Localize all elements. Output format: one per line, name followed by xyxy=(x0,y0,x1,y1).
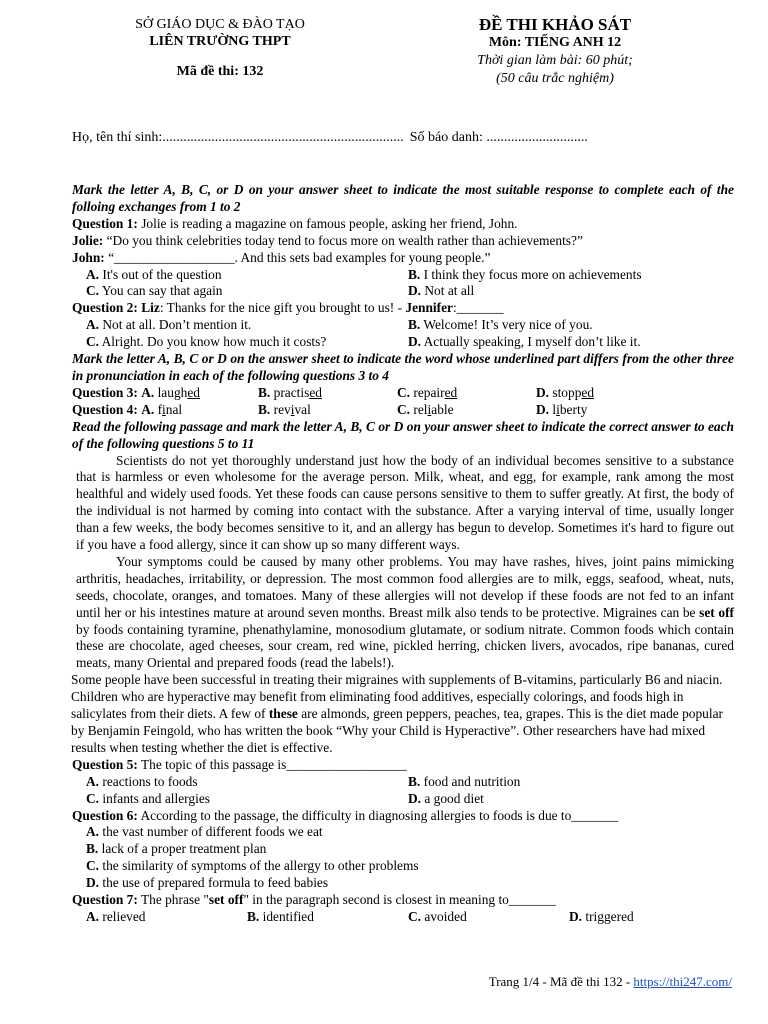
question-2-stem xyxy=(72,300,734,317)
exam-title: ĐỀ THI KHẢO SÁT xyxy=(478,15,632,34)
question-2-label: Question 2: xyxy=(72,300,138,316)
exam-code: Mã đề thi: 132 xyxy=(176,64,264,79)
q6-option-b-text: lack of a proper treatment plan xyxy=(98,841,267,857)
q6-option-a-text: the vast number of different foods we eat xyxy=(99,824,323,840)
q2-option-c-letter: C. xyxy=(86,334,100,350)
q5-option-a-letter: A. xyxy=(86,773,100,789)
q5-option-b[interactable] xyxy=(408,774,734,791)
q3-label-and-a xyxy=(72,385,258,402)
paragraph-3-part-1: Some people have been successful in treating their migraines with supplements of B-vitamins, particularly B6 and niacin. Children who are hyperactive may benefit from eliminating food additives, especially colorings, and foods high in salicylates from their diets. A few of xyxy=(71,672,723,722)
q7-option-c-text: avoided xyxy=(421,908,467,924)
q1-option-d-letter: D. xyxy=(408,283,422,299)
q5-option-d[interactable] xyxy=(408,791,734,808)
question-1-label: Question 1: xyxy=(72,215,138,231)
question-2-options-row-1 xyxy=(72,317,734,334)
q4-option-a-letter: A. xyxy=(141,401,155,417)
q3-option-d-underlined: ed xyxy=(581,384,595,400)
q1-option-d-text: Not at all xyxy=(421,283,475,299)
passage-paragraph-3 xyxy=(71,672,734,757)
q1-option-b-letter: B. xyxy=(408,266,421,282)
q3-option-c[interactable] xyxy=(397,385,536,402)
exam-subject: Môn: TIẾNG ANH 12 xyxy=(488,35,622,50)
candidate-number-field: Số báo danh: ............................. xyxy=(409,130,588,145)
paragraph-2-highlight-set-off: set off xyxy=(699,604,735,620)
speaker-jennifer: Jennifer xyxy=(405,300,453,316)
q3-option-b-underlined: ed xyxy=(309,384,322,400)
q3-option-b-letter: B. xyxy=(258,384,271,400)
q6-option-a-letter: A. xyxy=(86,824,100,840)
q6-option-c-text: the similarity of symptoms of the allergy to other problems xyxy=(99,858,419,874)
q5-option-b-letter: B. xyxy=(408,773,421,789)
q3-option-b[interactable] xyxy=(258,385,397,402)
question-1-stem xyxy=(72,216,734,233)
question-5-options-row-1 xyxy=(72,774,734,791)
page-footer xyxy=(489,974,732,990)
question-1-options-row-1 xyxy=(72,267,734,284)
q5-option-a[interactable] xyxy=(72,774,408,791)
q7-option-d-letter: D. xyxy=(569,908,583,924)
q7-option-d[interactable] xyxy=(569,909,730,926)
q3-option-d-letter: D. xyxy=(536,384,550,400)
q1-option-c-letter: C. xyxy=(86,283,100,299)
q4-option-c-letter: C. xyxy=(397,401,411,417)
question-2-blank: :_______ xyxy=(453,300,504,316)
q5-option-a-text: reactions to foods xyxy=(99,773,198,789)
q7-option-b[interactable] xyxy=(247,909,408,926)
question-1-text: Jolie is reading a magazine on famous people, asking her friend, John. xyxy=(137,215,518,231)
question-1-options-row-2 xyxy=(72,283,734,300)
passage-paragraph-2 xyxy=(72,554,734,672)
question-1-dialogue-jolie xyxy=(72,233,734,250)
q4-option-d-pre: l xyxy=(549,401,557,417)
question-5-stem xyxy=(72,757,734,774)
candidate-line xyxy=(72,130,588,146)
speaker-john: John: xyxy=(72,249,105,265)
q4-label-and-a xyxy=(72,402,258,419)
john-line: “__________________. And this sets bad examples for young people.” xyxy=(104,249,491,265)
question-1-dialogue-john xyxy=(72,250,734,267)
question-2-text: : Thanks for the nice gift you brought to us! - xyxy=(159,300,406,316)
q6-option-d-letter: D. xyxy=(86,875,100,891)
question-6-label: Question 6: xyxy=(72,807,138,823)
q7-option-d-text: triggered xyxy=(582,908,634,924)
speaker-jolie: Jolie: xyxy=(72,232,104,248)
q2-option-b[interactable] xyxy=(408,317,734,334)
paragraph-2-part-2: by foods containing tyramine, phenathylamine, monosodium glutamate, or sodium nitrate. Common foods which contain these are chocolate, aged cheeses, sour cream, red wine, pickled herring, chicken livers, avocados, ripe bananas, cured meats, many Oriental and prepared foods (read the labels!). xyxy=(76,621,734,671)
question-5-options-row-2 xyxy=(72,791,734,808)
q3-option-d-stem: stopp xyxy=(549,384,582,400)
q2-option-c[interactable] xyxy=(72,334,408,351)
q7-option-a[interactable] xyxy=(86,909,247,926)
paragraph-3-highlight-these: these xyxy=(268,706,298,722)
q6-option-a[interactable] xyxy=(72,824,734,841)
q3-option-a-letter: A. xyxy=(141,384,155,400)
q6-option-d[interactable] xyxy=(72,875,734,892)
q5-option-d-letter: D. xyxy=(408,790,422,806)
q6-option-c-letter: C. xyxy=(86,858,100,874)
q3-option-d[interactable] xyxy=(536,385,675,402)
question-7-stem xyxy=(72,892,734,909)
q6-option-b[interactable] xyxy=(72,841,734,858)
q4-option-c-post: able xyxy=(431,401,454,417)
q3-option-c-letter: C. xyxy=(397,384,411,400)
header-left xyxy=(100,16,340,80)
q2-option-a[interactable] xyxy=(72,317,408,334)
question-7-label: Question 7: xyxy=(72,892,138,908)
q7-option-a-text: relieved xyxy=(99,908,146,924)
exam-time: Thời gian làm bài: 60 phút; xyxy=(477,53,633,68)
q2-option-b-text: Welcome! It’s very nice of you. xyxy=(420,317,593,333)
q1-option-a-letter: A. xyxy=(86,266,100,282)
q3-option-c-underlined: ed xyxy=(444,384,458,400)
q2-option-d-letter: D. xyxy=(408,334,422,350)
question-7-phrase: set off xyxy=(208,892,244,908)
q4-option-b-pre: rev xyxy=(270,401,291,417)
question-7-options xyxy=(72,909,734,926)
question-7-text-1: The phrase " xyxy=(137,892,209,908)
q5-option-d-text: a good diet xyxy=(421,790,484,806)
q7-option-b-text: identified xyxy=(259,908,314,924)
question-5-label: Question 5: xyxy=(72,756,138,772)
q4-option-b[interactable] xyxy=(258,402,397,419)
q2-option-d-text: Actually speaking, I myself don’t like it. xyxy=(421,334,641,350)
speaker-liz: Liz xyxy=(141,300,160,316)
q2-option-d[interactable] xyxy=(408,334,734,351)
q2-option-a-text: Not at all. Don’t mention it. xyxy=(99,317,252,333)
paragraph-2-part-1: Your symptoms could be caused by many other problems. You may have rashes, hives, joint pains mimicking arthritis, headaches, irritability, or depression. The most common food allergies are to milk, eggs, seafood, wheat, nuts, seeds, chocolate, oranges, and tomatoes. Many of these allergies will not develop if these foods are not fed to an infant until her or his intestines mature at around seven months. Breast milk also tends to be protective. Migraines can be xyxy=(76,553,734,620)
q3-option-c-stem: repair xyxy=(410,384,445,400)
header-right xyxy=(430,16,680,88)
department-name: SỞ GIÁO DỤC & ĐÀO TẠO xyxy=(135,17,305,32)
question-6-text: According to the passage, the difficulty in diagnosing allergies to foods is due to_______ xyxy=(137,807,619,823)
q7-option-c-letter: C. xyxy=(408,908,422,924)
q3-option-a-underlined: ed xyxy=(187,384,200,400)
q7-option-c[interactable] xyxy=(408,909,569,926)
q4-option-a-pre[interactable]: f xyxy=(154,401,163,417)
q6-option-d-text: the use of prepared formula to feed babies xyxy=(99,875,329,891)
q4-option-b-letter: B. xyxy=(258,401,271,417)
candidate-name-field: Họ, tên thí sinh:..................................................................... xyxy=(72,130,404,145)
question-5-text: The topic of this passage is__________________ xyxy=(137,756,407,772)
section2-instruction: Mark the letter A, B, C or D on the answer sheet to indicate the word whose underlined part differs from the other three in pronunciation in each of the following questions 3 to 4 xyxy=(72,351,734,383)
question-3-label: Question 3: xyxy=(72,384,138,400)
q3-option-b-stem: practis xyxy=(270,384,310,400)
q6-option-b-letter: B. xyxy=(86,841,99,857)
q4-option-d-letter: D. xyxy=(536,401,550,417)
q2-option-b-letter: B. xyxy=(408,317,421,333)
q4-option-a-underlined: i xyxy=(162,401,166,417)
q5-option-c-text: infants and allergies xyxy=(99,790,210,806)
q1-option-a-text: It's out of the question xyxy=(99,266,222,282)
passage-paragraph-1: Scientists do not yet thoroughly understand just how the body of an individual becomes sensitive to a substance that is harmless or even wholesome for the average person. Milk, wheat, and egg, for example, rank among the most healthful and widely used foods. Yet these foods can cause persons sensitive to them to suffer greatly. At first, the body of the individual is not harmed by coming into contact with the substance. After a varying interval of time, usually longer than a few weeks, the body becomes sensitive to it, and an allergy has begun to develop. Sometimes it's hard to figure out if you have a food allergy, since it can show up so many different ways. xyxy=(76,452,734,553)
footer-link[interactable]: https://thi247.com/ xyxy=(633,974,732,989)
q1-option-c[interactable] xyxy=(72,283,408,300)
q5-option-b-text: food and nutrition xyxy=(420,773,521,789)
q4-option-d-post: berty xyxy=(559,401,588,417)
exam-content xyxy=(72,182,734,926)
q2-option-c-text: Alright. Do you know how much it costs? xyxy=(99,334,327,350)
exam-question-count: (50 câu trắc nghiệm) xyxy=(496,71,614,86)
jolie-line: “Do you think celebrities today tend to focus more on wealth rather than achievements?” xyxy=(103,232,583,248)
question-7-text-2: " in the paragraph second is closest in meaning to_______ xyxy=(243,892,556,908)
q7-option-a-letter: A. xyxy=(86,908,100,924)
paragraph-3-part-2: are almonds, green peppers, peaches, tea, grapes. This is the diet made popular by Benjamin Feingold, who has written the book “Why your Child is Hyperactive”. Other researchers have had mixed results when testing whether the diet is effective. xyxy=(71,706,723,755)
q1-option-a[interactable] xyxy=(72,267,408,284)
footer-text: Trang 1/4 - Mã đề thi 132 - xyxy=(488,974,634,989)
q4-option-a-post: nal xyxy=(165,401,183,417)
section1-instruction: Mark the letter A, B, C, or D on your answer sheet to indicate the most suitable response to complete each of the folloing exchanges from 1 to 2 xyxy=(72,182,734,214)
q4-option-c[interactable] xyxy=(397,402,536,419)
q1-option-b-text: I think they focus more on achievements xyxy=(420,266,642,282)
q1-option-b[interactable] xyxy=(408,267,734,284)
q2-option-a-letter: A. xyxy=(86,317,100,333)
question-3-row xyxy=(72,385,734,402)
q4-option-c-pre: rel xyxy=(410,401,428,417)
q4-option-d[interactable] xyxy=(536,402,675,419)
question-4-row xyxy=(72,402,734,419)
q6-option-c[interactable] xyxy=(72,858,734,875)
q4-option-c-underlined: i xyxy=(427,401,432,417)
q4-option-b-underlined: i xyxy=(290,401,295,417)
q7-option-b-letter: B. xyxy=(247,908,260,924)
school-name: LIÊN TRƯỜNG THPT xyxy=(149,34,291,49)
question-4-label: Question 4: xyxy=(72,401,138,417)
q1-option-c-text: You can say that again xyxy=(99,283,223,299)
q5-option-c[interactable] xyxy=(72,791,408,808)
q4-option-d-underlined: i xyxy=(556,401,560,417)
q4-option-b-post: val xyxy=(294,401,311,417)
q3-option-a-stem[interactable]: laugh xyxy=(154,384,188,400)
section3-instruction: Read the following passage and mark the letter A, B, C or D on your answer sheet to indicate the correct answer to each of the following questions 5 to 11 xyxy=(72,418,734,451)
question-6-stem xyxy=(72,808,734,825)
q5-option-c-letter: C. xyxy=(86,790,100,806)
question-2-options-row-2 xyxy=(72,334,734,351)
q1-option-d[interactable] xyxy=(408,283,734,300)
